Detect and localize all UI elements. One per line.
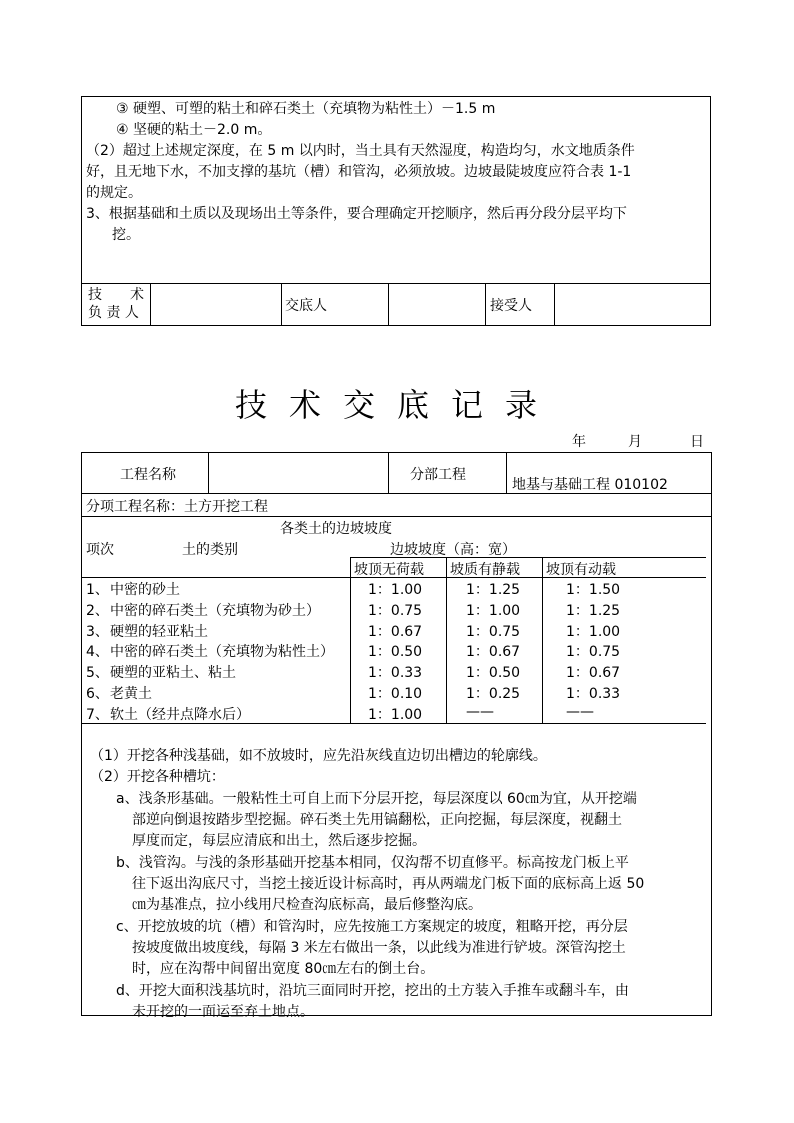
page-title: 技术交底记录 — [234, 386, 559, 424]
body-line: d、开挖大面积浅基坑时，沿坑三面同时开挖，挖出的土方装入手推车或翻斗车，由 — [116, 983, 629, 999]
date-month: 月 — [628, 434, 642, 450]
table-caption: 各类土的边坡坡度 — [280, 521, 392, 537]
soil-type: 硬塑的轻亚粘土 — [110, 623, 208, 640]
slope-no-load: 1：0.67 — [368, 623, 423, 640]
body-line: 往下返出沟底尺寸，当挖土接近设计标高时，再从两端龙门板下面的底标高上返 50 — [132, 876, 645, 892]
receiver-label: 接受人 — [490, 298, 532, 314]
slope-static-load: —— — [466, 703, 494, 720]
text-line: 挖。 — [112, 227, 140, 243]
slope-no-load: 1：0.10 — [368, 686, 423, 702]
row-number: 4、 — [86, 644, 109, 661]
slope-dynamic-load: 1：0.75 — [566, 644, 621, 661]
slope-no-load: 1：0.50 — [368, 644, 423, 661]
body-line: 时，应在沟帮中间留出宽度 80㎝左右的倒土台。 — [132, 961, 435, 977]
slope-no-load: 1：0.33 — [368, 665, 423, 682]
soil-type: 软土（经井点降水后） — [110, 706, 250, 723]
tech-lead-label: 技 术 负 责 人 — [88, 287, 144, 321]
slope-dynamic-load: 1：0.33 — [566, 686, 621, 702]
slope-static-load: 1：1.00 — [466, 602, 521, 619]
body-line: 按坡度做出坡度线，每隔 3 米左右做出一条，以此线为准进行铲坡。深管沟挖土 — [132, 940, 626, 956]
slope-no-load: 1：0.75 — [368, 602, 423, 619]
slope-static-load: 1：1.25 — [466, 582, 521, 598]
body-line: 未开挖的一面运至弃土地点。 — [132, 1004, 314, 1020]
date-day: 日 — [690, 434, 704, 450]
slope-no-load: 1：1.00 — [368, 706, 423, 723]
subdivision-value: 地基与基础工程 010102 — [512, 477, 668, 493]
slope-dynamic-load: 1：1.25 — [566, 602, 621, 619]
body-line: 厚度而定，每层应清底和出土，然后逐步挖掘。 — [132, 833, 426, 849]
sub-header-dynamic-load: 坡顶有动载 — [546, 562, 616, 578]
soil-type: 老黄土 — [110, 686, 152, 702]
slope-dynamic-load: 1：0.67 — [566, 665, 621, 682]
text-line: 3、根据基础和土质以及现场出土等条件，要合理确定开挖顺序，然后再分段分层平均下 — [86, 206, 627, 222]
slope-dynamic-load: —— — [566, 703, 594, 720]
text-line: ④ 坚硬的粘土－2.0 m。 — [116, 122, 272, 138]
slope-no-load: 1：1.00 — [368, 582, 423, 598]
body-line: （1）开挖各种浅基础，如不放坡时，应先沿灰线直边切出槽边的轮廓线。 — [90, 748, 547, 764]
soil-type: 中密的砂土 — [110, 582, 180, 598]
body-line: b、浅管沟。与浅的条形基础开挖基本相同，仅沟帮不切直修平。标高按龙门板上平 — [116, 855, 629, 871]
project-name-label: 工程名称 — [120, 467, 176, 483]
text-line: 的规定。 — [86, 185, 142, 201]
soil-type: 中密的碎石类土（充填物为粘性土） — [110, 644, 334, 661]
row-number: 5、 — [86, 665, 109, 682]
slope-dynamic-load: 1：1.50 — [566, 582, 621, 598]
item-name-label: 分项工程名称：土方开挖工程 — [86, 499, 268, 515]
text-line: 好，且无地下水，不加支撑的基坑（槽）和管沟，必须放坡。边坡最陡坡度应符合表 1-1 — [86, 164, 632, 180]
column-header-soil: 土的类别 — [182, 542, 238, 558]
body-line: a、浅条形基础。一般粘性土可自上而下分层开挖，每层深度以 60㎝为宜，从开挖端 — [116, 791, 637, 807]
handover-person-label: 交底人 — [285, 298, 327, 314]
slope-dynamic-load: 1：1.00 — [566, 623, 621, 640]
row-number: 7、 — [86, 706, 109, 723]
row-number: 1、 — [86, 582, 109, 598]
body-line: （2）开挖各种槽坑： — [90, 769, 225, 785]
soil-type: 中密的碎石类土（充填物为砂土） — [110, 602, 320, 619]
sub-header-no-load: 坡顶无荷载 — [354, 562, 424, 578]
body-line: c、开挖放坡的坑（槽）和管沟时，应先按施工方案规定的坡度，粗略开挖，再分层 — [116, 919, 628, 935]
slope-static-load: 1：0.50 — [466, 665, 521, 682]
row-number: 2、 — [86, 602, 109, 619]
record-form — [81, 452, 712, 1020]
slope-static-load: 1：0.67 — [466, 644, 521, 661]
slope-static-load: 1：0.25 — [466, 686, 521, 702]
previous-page-section — [81, 96, 711, 326]
body-line: ㎝为基准点，拉小线用尺检查沟底标高，最后修整沟底。 — [132, 897, 482, 913]
signature-row — [82, 283, 710, 326]
soil-type: 硬塑的亚粘土、粘土 — [110, 665, 236, 682]
sub-header-static-load: 坡质有静载 — [450, 562, 520, 578]
row-number: 6、 — [86, 686, 109, 702]
slope-static-load: 1：0.75 — [466, 623, 521, 640]
body-line: 部逆向倒退按踏步型挖掘。碎石类土先用镐翻松，正向挖掘，每层深度，视翻土 — [132, 812, 622, 828]
date-year: 年 — [572, 434, 586, 450]
text-line: （2）超过上述规定深度，在 5 m 以内时，当土具有天然湿度，构造均匀，水文地质条件 — [86, 143, 635, 159]
row-number: 3、 — [86, 623, 109, 640]
text-line: ③ 硬塑、可塑的粘土和碎石类土（充填物为粘性土）－1.5 m — [116, 101, 496, 117]
subdivision-label: 分部工程 — [410, 467, 466, 483]
column-header-slope: 边坡坡度（高：宽） — [390, 542, 516, 558]
column-header-item: 项次 — [86, 542, 114, 558]
